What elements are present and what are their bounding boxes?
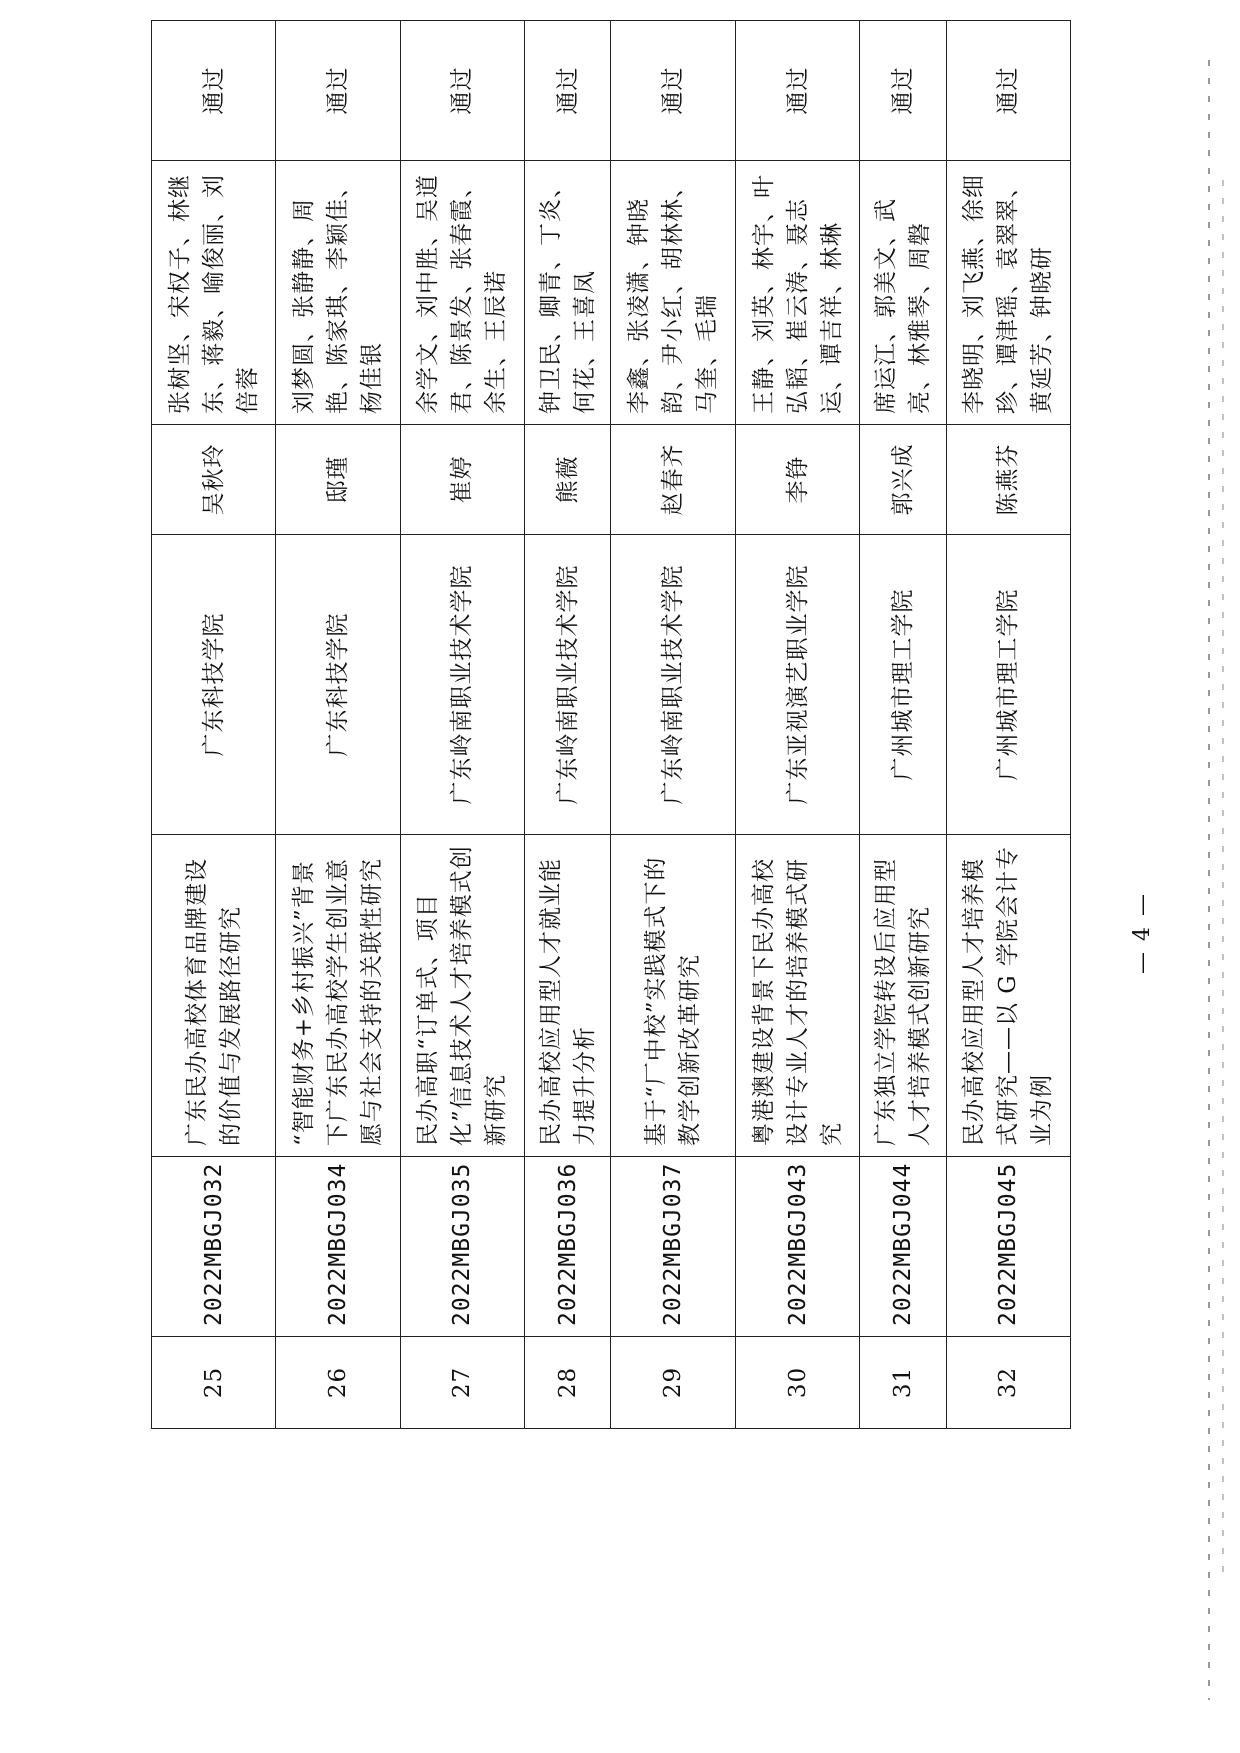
host-cell: 陈燕芬 <box>946 425 1070 535</box>
result-cell: 通过 <box>735 21 859 161</box>
code-cell: 2022MBGJ045 <box>946 1157 1070 1337</box>
title-cell: “智能财务+乡村振兴”背景下广东民办高校学生创业意愿与社会支持的关联性研究 <box>276 835 400 1157</box>
result-cell: 通过 <box>860 21 946 161</box>
table-row <box>946 21 1070 1429</box>
title-cell: 广东民办高校体育品牌建设的价值与发展路径研究 <box>152 835 276 1157</box>
table-row <box>152 21 276 1429</box>
result-cell: 通过 <box>152 21 276 161</box>
members-cell: 钟卫民、卿青、丁炎、何花、王喜凤 <box>525 161 611 425</box>
members-cell: 李晓明、刘飞燕、徐细珍、谭津瑶、袁翠翠、黄延芳、钟晓研 <box>946 161 1070 425</box>
host-cell: 郭兴成 <box>860 425 946 535</box>
host-cell: 熊薇 <box>525 425 611 535</box>
members-cell: 余学文、刘中胜、吴道君、陈景发、张春霞、余生、王辰诺 <box>400 161 524 425</box>
title-cell: 民办高校应用型人才就业能力提升分析 <box>525 835 611 1157</box>
table-row <box>860 21 946 1429</box>
table-row <box>611 21 735 1429</box>
table-row <box>735 21 859 1429</box>
code-cell: 2022MBGJ044 <box>860 1157 946 1337</box>
code-cell: 2022MBGJ032 <box>152 1157 276 1337</box>
result-cell: 通过 <box>276 21 400 161</box>
unit-cell: 广东亚视演艺职业学院 <box>735 535 859 835</box>
members-cell: 王静、刘英、林宇、叶弘韬、崔云涛、聂志运、谭吉祥、林琳 <box>735 161 859 425</box>
host-cell: 崔婷 <box>400 425 524 535</box>
host-cell: 吴秋玲 <box>152 425 276 535</box>
host-cell: 邸瑾 <box>276 425 400 535</box>
project-table <box>151 20 1071 1429</box>
code-cell: 2022MBGJ034 <box>276 1157 400 1337</box>
unit-cell: 广州城市理工学院 <box>946 535 1070 835</box>
seq-cell: 29 <box>611 1337 735 1429</box>
title-cell: 粤港澳建设背景下民办高校设计专业人才的培养模式研究 <box>735 835 859 1157</box>
rotated-page <box>0 66 1240 1553</box>
seq-cell: 30 <box>735 1337 859 1429</box>
result-cell: 通过 <box>946 21 1070 161</box>
seq-cell: 32 <box>946 1337 1070 1429</box>
title-cell: 基于“厂中校”实践模式下的教学创新改革研究 <box>611 835 735 1157</box>
unit-cell: 广东岭南职业技术学院 <box>400 535 524 835</box>
table-row <box>400 21 524 1429</box>
title-cell: 民办高职“订单式、项目化”信息技术人才培养模式创新研究 <box>400 835 524 1157</box>
result-cell: 通过 <box>525 21 611 161</box>
scan-edge-mark <box>1222 180 1224 1580</box>
seq-cell: 27 <box>400 1337 524 1429</box>
table-body <box>152 21 1071 1429</box>
members-cell: 刘梦圆、张静静、周艳、陈家琪、李颖佳、杨佳银 <box>276 161 400 425</box>
host-cell: 李铮 <box>735 425 859 535</box>
members-cell: 席运江、郭美文、武亮、林雅琴、周磐 <box>860 161 946 425</box>
table-row <box>525 21 611 1429</box>
page-number: — 4 — <box>1130 892 1155 974</box>
table-row <box>276 21 400 1429</box>
unit-cell: 广东科技学院 <box>152 535 276 835</box>
members-cell: 张树坚、宋权子、林继东、蒋毅、喻俊丽、刘倍蓉 <box>152 161 276 425</box>
seq-cell: 25 <box>152 1337 276 1429</box>
seq-cell: 28 <box>525 1337 611 1429</box>
title-cell: 民办高校应用型人才培养模式研究——以 G 学院会计专业为例 <box>946 835 1070 1157</box>
result-cell: 通过 <box>400 21 524 161</box>
title-cell: 广东独立学院转设后应用型人才培养模式创新研究 <box>860 835 946 1157</box>
seq-cell: 26 <box>276 1337 400 1429</box>
code-cell: 2022MBGJ037 <box>611 1157 735 1337</box>
seq-cell: 31 <box>860 1337 946 1429</box>
unit-cell: 广州城市理工学院 <box>860 535 946 835</box>
code-cell: 2022MBGJ035 <box>400 1157 524 1337</box>
unit-cell: 广东岭南职业技术学院 <box>525 535 611 835</box>
code-cell: 2022MBGJ036 <box>525 1157 611 1337</box>
code-cell: 2022MBGJ043 <box>735 1157 859 1337</box>
result-cell: 通过 <box>611 21 735 161</box>
unit-cell: 广东岭南职业技术学院 <box>611 535 735 835</box>
scan-edge-mark <box>1208 60 1210 1700</box>
members-cell: 李鑫、张凌潇、钟晓韵、尹小红、胡林林、马奎、毛瑞 <box>611 161 735 425</box>
host-cell: 赵春齐 <box>611 425 735 535</box>
unit-cell: 广东科技学院 <box>276 535 400 835</box>
